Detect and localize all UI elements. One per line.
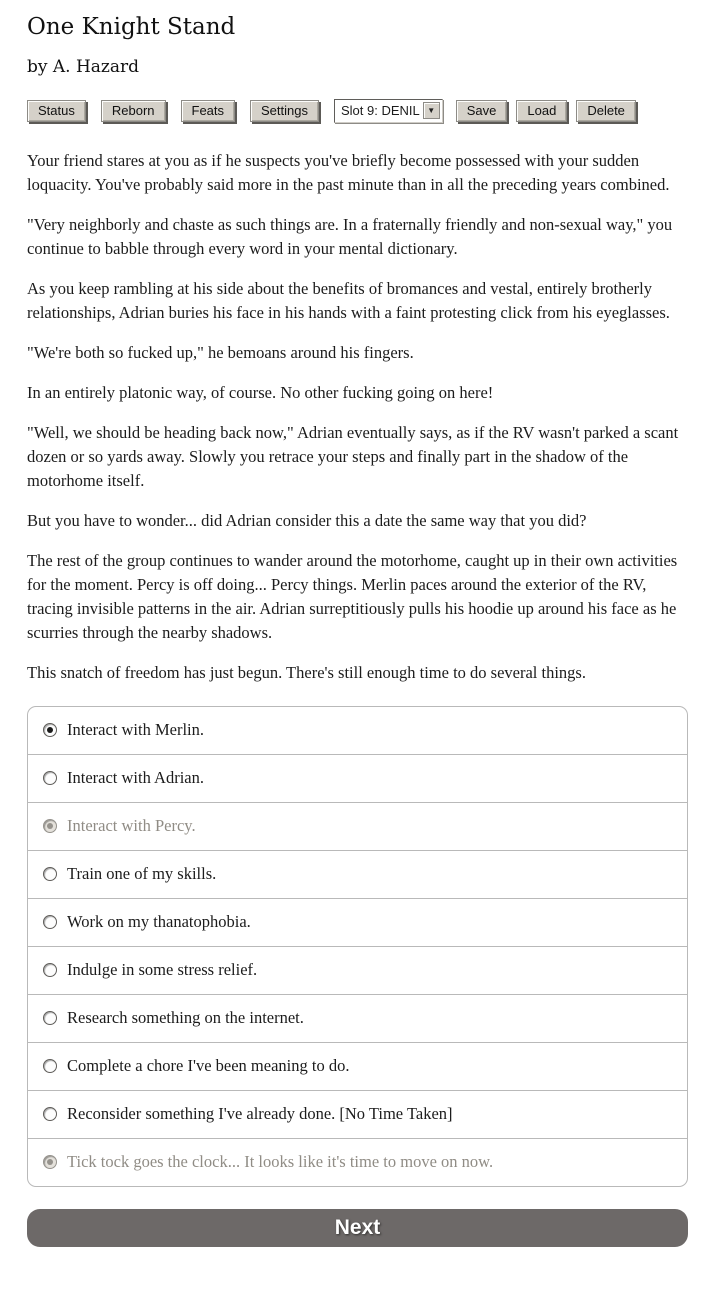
- story-paragraph: The rest of the group continues to wander around the motorhome, caught up in their own activities for the moment. Percy is off doing... Percy things. Merlin paces around the exterior of the RV, tracing invisible patterns in the air. Adrian surreptitiously pulls his hoodie up around his face as he scurries through the nearby shadows.: [27, 550, 678, 642]
- story-paragraph: Your friend stares at you as if he suspects you've briefly become possessed with your sudden loquacity. You've probably said more in the past minute than in all the preceding years combined.: [27, 150, 670, 194]
- choice-label: Interact with Percy.: [67, 816, 196, 836]
- game-author: by A. Hazard: [27, 56, 140, 77]
- story-text: [27, 149, 688, 685]
- choice-label: Tick tock goes the clock... It looks like it's time to move on now.: [67, 1152, 494, 1172]
- save-button[interactable]: Save: [456, 100, 508, 122]
- choice-list: [27, 706, 688, 1187]
- choice-row[interactable]: [28, 851, 687, 899]
- radio-button-icon[interactable]: [43, 771, 57, 785]
- radio-button-icon[interactable]: [43, 1011, 57, 1025]
- choice-row[interactable]: [28, 707, 687, 755]
- choice-label[interactable]: Research something on the internet.: [67, 1008, 304, 1028]
- story-paragraph: This snatch of freedom has just begun. There's still enough time to do several things.: [27, 662, 586, 682]
- settings-button[interactable]: Settings: [250, 100, 319, 122]
- game-page: [0, 14, 715, 1247]
- toolbar: [27, 98, 688, 124]
- game-title: One Knight Stand: [27, 14, 236, 40]
- radio-button-icon[interactable]: [43, 1107, 57, 1121]
- save-slot-select[interactable]: [334, 99, 443, 123]
- choice-label[interactable]: Interact with Adrian.: [67, 768, 204, 788]
- radio-button-icon[interactable]: [43, 867, 57, 881]
- choice-label[interactable]: Complete a chore I've been meaning to do.: [67, 1056, 350, 1076]
- choice-row: [28, 803, 687, 851]
- choice-row: [28, 1139, 687, 1186]
- radio-button-icon[interactable]: [43, 915, 57, 929]
- status-button[interactable]: Status: [27, 100, 86, 122]
- choice-row[interactable]: [28, 1043, 687, 1091]
- save-slot-value: Slot 9: DENIL: [341, 103, 420, 119]
- choice-row[interactable]: [28, 995, 687, 1043]
- choice-label[interactable]: Indulge in some stress relief.: [67, 960, 258, 980]
- radio-button-icon: [43, 1155, 57, 1169]
- choice-label[interactable]: Interact with Merlin.: [67, 720, 204, 740]
- choice-label[interactable]: Reconsider something I've already done. [No Time Taken]: [67, 1104, 453, 1124]
- chevron-down-icon[interactable]: ▼: [423, 102, 440, 119]
- story-paragraph: "Well, we should be heading back now," Adrian eventually says, as if the RV wasn't parked a scant dozen or so yards away. Slowly you retrace your steps and finally part in the shadow of the motorhome itself.: [27, 422, 679, 490]
- footer: [27, 1209, 688, 1247]
- story-paragraph: In an entirely platonic way, of course. No other fucking going on here!: [27, 382, 494, 402]
- feats-button[interactable]: Feats: [181, 100, 236, 122]
- next-button[interactable]: Next: [27, 1209, 688, 1247]
- choice-row[interactable]: [28, 899, 687, 947]
- choice-label[interactable]: Work on my thanatophobia.: [67, 912, 251, 932]
- radio-button-icon[interactable]: [43, 963, 57, 977]
- story-paragraph: "We're both so fucked up," he bemoans around his fingers.: [27, 342, 414, 362]
- choice-row[interactable]: [28, 947, 687, 995]
- load-button[interactable]: Load: [516, 100, 567, 122]
- choice-row[interactable]: [28, 1091, 687, 1139]
- reborn-button[interactable]: Reborn: [101, 100, 166, 122]
- story-paragraph: "Very neighborly and chaste as such things are. In a fraternally friendly and non-sexual way," you continue to babble through every word in your mental dictionary.: [27, 214, 673, 258]
- radio-button-icon[interactable]: [43, 1059, 57, 1073]
- choice-row[interactable]: [28, 755, 687, 803]
- choice-label[interactable]: Train one of my skills.: [67, 864, 217, 884]
- radio-button-icon: [43, 819, 57, 833]
- story-paragraph: But you have to wonder... did Adrian consider this a date the same way that you did?: [27, 510, 587, 530]
- radio-button-icon[interactable]: [43, 723, 57, 737]
- delete-button[interactable]: Delete: [576, 100, 636, 122]
- story-paragraph: As you keep rambling at his side about the benefits of bromances and vestal, entirely brotherly relationships, Adrian buries his face in his hands with a faint protesting click from his eyeglasses.: [27, 278, 670, 322]
